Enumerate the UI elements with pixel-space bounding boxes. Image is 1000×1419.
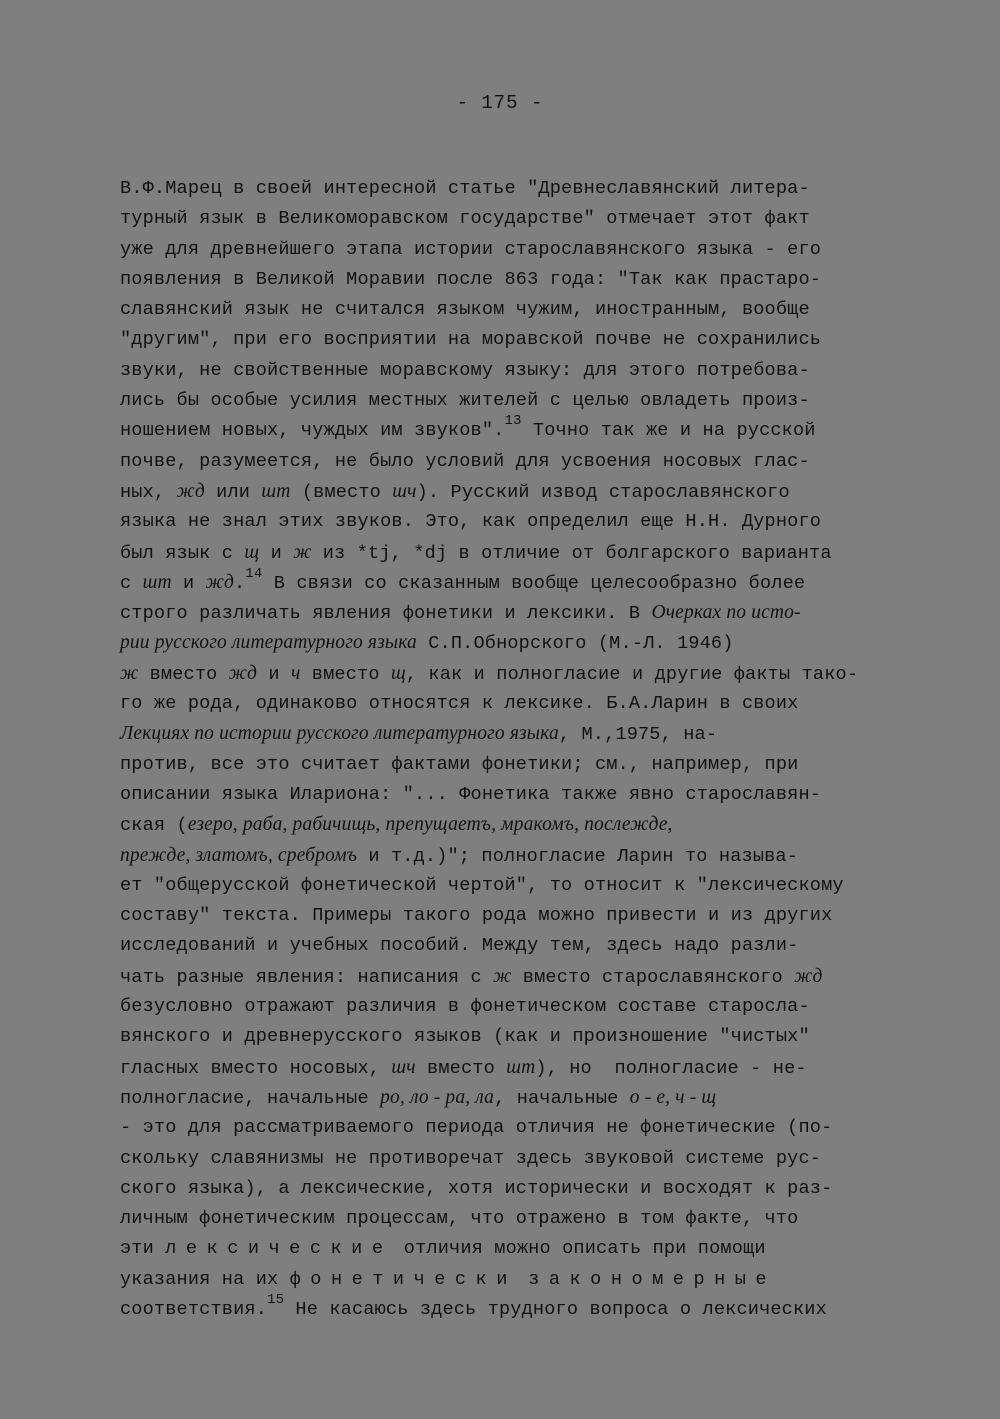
italic-text: ж — [493, 965, 512, 987]
text-run: языка не знал этих звуков. Это, как определил еще Н.Н. Дурного — [120, 511, 822, 533]
italic-text: шч — [392, 480, 417, 502]
italic-text: Очерках по исто- — [651, 602, 801, 624]
text-run: ). Русский извод старославянского — [416, 481, 790, 503]
italic-text: щ — [244, 541, 260, 563]
text-run: вместо — [300, 663, 391, 685]
text-run: личным фонетическим процессам, что отражено в том факте, что — [120, 1208, 799, 1230]
text-line — [120, 1053, 910, 1083]
text-run: описании языка Илариона: "... Фонетика также явно старославян- — [120, 783, 822, 805]
italic-text: шт — [142, 571, 172, 593]
text-run: вянского и древнерусского языков (как и произношение "чистых" — [120, 1026, 810, 1048]
text-run: почве, разумеется, не было условий для усвоения носовых глас- — [120, 450, 810, 472]
italic-text: езеро, раба, рабичищь, препущаетъ, мракомъ, послежде, — [187, 814, 673, 836]
text-line — [120, 507, 910, 537]
text-run: появления в Великой Моравии после 863 года: "Так как прастаро- — [120, 268, 822, 290]
text-run: - это для рассматриваемого периода отличия не фонетические (по- — [120, 1117, 833, 1139]
italic-text: шт — [261, 480, 291, 502]
footnote-ref: 15 — [267, 1291, 285, 1308]
text-line — [120, 447, 910, 477]
text-line — [120, 1174, 910, 1204]
text-line — [120, 931, 910, 961]
text-line — [120, 750, 910, 780]
spaced-text: фонетически — [289, 1268, 517, 1290]
text-line — [120, 356, 910, 386]
text-run: ет "общерусской фонетической чертой", то относит к "лексическому — [120, 874, 844, 896]
text-line — [120, 538, 910, 568]
spaced-text: лексические — [165, 1238, 393, 1260]
text-line — [120, 325, 910, 355]
text-line — [120, 901, 910, 931]
italic-text: ро, ло - ра, ла — [380, 1086, 495, 1108]
text-run: ская ( — [120, 815, 188, 837]
text-run: соответствия. — [120, 1298, 268, 1320]
text-run: В связи со сказанным вообще целесообразно более — [262, 572, 806, 594]
italic-text: о - е, ч - щ — [629, 1086, 717, 1108]
text-line — [120, 174, 910, 204]
text-line — [120, 1113, 910, 1143]
text-line — [120, 659, 910, 689]
text-run: и — [257, 663, 292, 685]
text-run: вместо — [138, 663, 229, 685]
text-line — [120, 992, 910, 1022]
footnote-ref: 14 — [245, 565, 263, 582]
text-run: или — [204, 481, 262, 503]
italic-text: прежде, златомъ, сребромъ — [120, 844, 358, 866]
text-run: ных, — [120, 481, 177, 503]
text-run: составу" текста. Примеры такого рода можно привести и из других — [120, 905, 833, 927]
text-run: строго различать явления фонетики и лексики. В — [120, 603, 652, 625]
text-run: ского языка), а лексические, хотя исторически и восходят к раз- — [120, 1177, 833, 1199]
text-run: (вместо — [290, 481, 393, 503]
text-line — [120, 413, 910, 446]
text-run: турный язык в Великоморавском государстве" отмечает этот факт — [120, 208, 810, 230]
text-run: полногласие, начальные — [120, 1087, 381, 1109]
text-line — [120, 1234, 910, 1264]
italic-text: жд — [794, 965, 823, 987]
text-run: лись бы особые усилия местных жителей с целью овладеть произ- — [120, 390, 810, 412]
text-line — [120, 1083, 910, 1113]
text-run: ), но полногласие - не- — [535, 1057, 807, 1079]
text-line — [120, 780, 910, 810]
text-run: из *tj, *dj в отличие от болгарского варианта — [311, 542, 832, 564]
text-line — [120, 1291, 910, 1325]
text-run — [517, 1269, 528, 1290]
text-run: , как и полногласие и другие факты тако- — [405, 663, 859, 685]
text-line — [120, 235, 910, 265]
text-run: чать разные явления: написания с — [120, 966, 494, 988]
text-run: против, все это считает фактами фонетики; см., например, при — [120, 753, 799, 775]
text-line — [120, 810, 910, 840]
text-line — [120, 841, 910, 871]
body-text — [120, 174, 910, 1325]
italic-text: рии русского литературного языка — [120, 632, 417, 654]
text-run: Не касаюсь здесь трудного вопроса о лексических — [284, 1298, 827, 1320]
text-run: С.П.Обнорского (М.-Л. 1946) — [416, 633, 734, 655]
italic-text: ж — [293, 541, 312, 563]
text-run: , начальные — [494, 1087, 630, 1109]
italic-text: ж — [120, 662, 139, 684]
page-number: - 175 - — [456, 92, 544, 114]
spaced-text: закономерные — [528, 1268, 777, 1290]
italic-text: щ — [390, 662, 406, 684]
text-run: Точно так же и на русской — [521, 420, 816, 442]
italic-text: жд — [228, 662, 258, 684]
italic-text: шч — [391, 1056, 416, 1078]
text-line — [120, 628, 910, 658]
text-run: звуки, не свойственные моравскому языку: для этого потребова- — [120, 359, 810, 381]
text-line — [120, 1144, 910, 1174]
text-line — [120, 295, 910, 325]
text-run: уже для древнейшего этапа истории старославянского языка - его — [120, 238, 822, 260]
text-run: "другим", при его восприятии на моравской почве не сохранились — [120, 329, 822, 351]
text-run: с — [120, 572, 143, 594]
text-run: вместо — [415, 1057, 507, 1079]
text-line — [120, 1265, 910, 1295]
italic-text: шт — [506, 1056, 536, 1078]
text-run: отличия можно описать при помощи — [392, 1238, 766, 1260]
text-line — [120, 386, 910, 416]
text-run: В.Ф.Марец в своей интересной статье "Древнеславянский литера- — [120, 178, 810, 199]
italic-text: жд — [205, 571, 234, 593]
text-run: и — [171, 572, 206, 594]
text-line — [120, 1022, 910, 1052]
text-run: го же рода, одинаково относятся к лексике. Б.А.Ларин в своих — [120, 693, 799, 715]
text-run: указания на их — [120, 1268, 290, 1290]
text-line — [120, 265, 910, 295]
text-run: ношением новых, чуждых им звуков". — [120, 420, 505, 442]
text-run: , М.,1975, на- — [558, 724, 718, 746]
text-run: скольку славянизмы не противоречат здесь звуковой системе рус- — [120, 1147, 822, 1169]
text-run: безусловно отражают различия в фонетическом составе старосла- — [120, 996, 810, 1018]
text-line — [120, 477, 910, 507]
text-run: вместо старославянского — [511, 966, 795, 988]
text-line — [120, 871, 910, 901]
text-run: исследований и учебных пособий. Между тем, здесь надо разли- — [120, 935, 799, 957]
text-line — [120, 719, 910, 749]
italic-text: ч — [291, 662, 301, 684]
text-line — [120, 689, 910, 719]
italic-text: Лекциях по истории русского литературного языка — [120, 723, 559, 745]
text-run: эти — [120, 1238, 166, 1260]
text-run: гласных вместо носовых, — [120, 1057, 392, 1079]
text-line — [120, 1204, 910, 1234]
text-run: . — [233, 572, 246, 594]
text-line — [120, 204, 910, 234]
text-line — [120, 962, 910, 992]
text-run: и т.д.)"; полногласие Ларин то называ- — [357, 845, 799, 867]
text-run: и — [259, 542, 294, 564]
text-line — [120, 598, 910, 628]
footnote-ref: 13 — [504, 413, 522, 430]
text-run: был язык с — [120, 542, 245, 564]
italic-text: жд — [176, 480, 205, 502]
text-line — [120, 565, 910, 598]
text-run: славянский язык не считался языком чужим, иностранным, вообще — [120, 299, 810, 321]
